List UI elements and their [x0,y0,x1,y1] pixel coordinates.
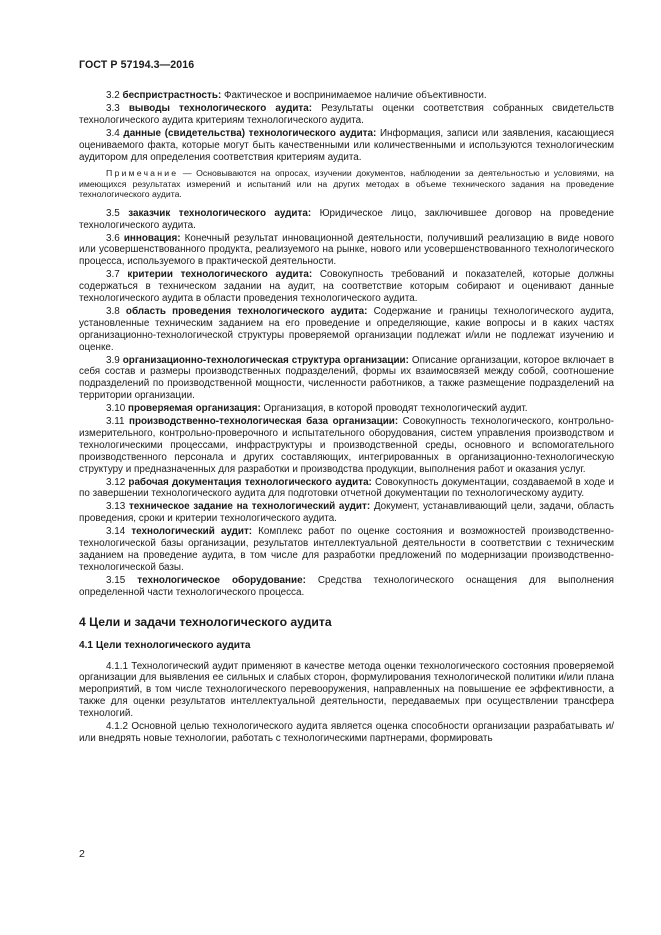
definition-term: проверяемая организация: [127,403,261,415]
definition-term: организационно-технологическая структура организации: [122,354,409,366]
note-3-4 [79,168,614,199]
definition-number: 3.15 [106,574,126,586]
definition-text: Фактическое и воспринимаемое наличие объективности. [221,90,487,101]
definition-number: 3.2 [106,90,120,101]
definition-term: заказчик технологического аудита: [128,207,312,219]
definition-number: 3.4 [106,127,120,139]
definition-term: производственно-технологическая база организации: [129,416,399,428]
definition-text: Описание организации, которое включает в себя состав и размеры производственных подразделений, формы их взаимосвязей между собой, соотношение подразделений по производственной мощности, численности работников, а также размещение подразделений на территории организации. [79,354,615,402]
definition-text: Комплекс работ по оценке состояния и возможностей производственно-технологической базы организации, результатов интеллектуальной деятельности в соответствии с техническим заданием на проведение аудита, в том числе для разработки предложений по модернизации производственно-технологической базы. [79,526,614,573]
definition-text: Совокупность требований и показателей, которые должны содержаться в техническом задании на аудит, на соответствие которым собирают и оценивают данные технологического аудита в области проведения технологического аудита. [79,269,615,304]
definition-term: область проведения технологического аудита: [125,305,368,317]
definition-3-13 [79,501,614,525]
paragraph-number: 4.1.1 [106,660,128,672]
definition-text: Средства технологического оснащения для выполнения определенной части технологического процесса. [79,574,615,598]
paragraph-text: Технологический аудит применяют в качестве метода оценки технологического состояния проверяемой организации для выявления ее сильных и слабых сторон, формулирования технологической политики и/или плана мероприятий, в том числе технологического перевооружения, направленных на повышение ее эффективности, а также для оценки результатов интеллектуальной деятельности, передаваемых при осуществлении трансфера технологий. [79,660,614,719]
definition-3-2 [79,90,614,102]
definition-number: 3.10 [106,403,126,415]
definition-term: техническое задание на технологический аудит: [128,501,371,513]
note-text: — Основываются на опросах, изучении документов, наблюдении за деятельностью и условиями, на имеющихся результатах измерений и испытаний или на других методах в объеме технического задания на проведение технологического аудита. [79,168,614,200]
definition-3-5 [79,208,614,232]
section-4-title: 4 Цели и задачи технологического аудита [79,614,332,629]
definition-text: Конечный результат инновационной деятельности, получивший реализацию в виде нового или усовершенствованного продукта, реализуемого на рынке, нового или усовершенствованного технологического процесса, используемого в практической деятельности. [79,232,614,268]
definition-number: 3.14 [106,526,126,538]
paragraph-number: 4.1.2 [106,720,128,732]
definition-term: данные (свидетельства) технологического аудита: [123,127,377,139]
definition-term: инновация: [123,232,181,244]
definition-number: 3.8 [106,305,120,317]
definition-3-7 [79,269,614,305]
definition-3-14 [79,526,614,573]
definition-term: технологический аудит: [131,526,253,538]
definition-text: Документ, устанавливающий цели, задачи, область проведения, сроки и критерии технологического аудита. [79,501,615,525]
definition-number: 3.12 [106,476,126,488]
definition-number: 3.7 [106,269,120,281]
definition-number: 3.11 [106,416,125,428]
definition-3-11 [79,416,614,475]
definition-text: Результаты оценки соответствия собранных свидетельств технологического аудита критериям технологического аудита. [79,103,614,126]
definition-number: 3.13 [106,501,126,513]
subsection-4-1-title: 4.1 Цели технологического аудита [79,639,251,651]
definition-3-12 [79,477,614,501]
paragraph-4-1-1 [79,661,614,720]
definition-text: Организация, в которой проводят технологический аудит. [260,403,528,415]
definition-text: Совокупность технологического, контрольно-измерительного, контрольно-проверочного и испытательного оборудования, систем управления производством и технологическими процессами, инфраструктуры и производственной среды, основного и вспомогательного производственного персонала и других составляющих, интегрированных в организационно-технологическую структуру и предназначенных для разработки и производства продукции, выполнения работ и оказания услуг. [79,416,614,475]
definition-3-8 [79,306,614,353]
definition-3-9 [79,355,614,402]
definition-text: Информация, записи или заявления, касающиеся оцениваемого факта, которые могут быть качественными или количественными и используются технологическим аудитором для определения соответствия критериям аудита. [79,127,614,163]
definition-3-3 [79,103,614,127]
definition-3-15 [79,575,614,599]
definitions-list-a [79,90,614,163]
definition-text: Совокупность документации, создаваемой в ходе и по завершении технологического аудита для подготовки отчетной документации по технологическому аудиту. [79,476,614,500]
paragraph-4-1-2 [79,721,614,745]
definition-number: 3.3 [106,103,120,115]
standard-header: ГОСТ Р 57194.3—2016 [79,59,195,71]
note-label: Примечание [106,168,179,179]
definition-term: технологическое оборудование: [137,574,306,586]
definition-number: 3.9 [106,354,120,366]
definition-3-4 [79,128,614,164]
page-number: 2 [79,848,85,860]
definition-text: Юридическое лицо, заключившее договор на проведение технологического аудита. [79,207,614,231]
definition-term: рабочая документация технологического аудита: [128,476,372,488]
definition-term: критерии технологического аудита: [127,269,313,281]
definition-number: 3.5 [106,207,120,219]
definition-3-6 [79,233,614,269]
definition-number: 3.6 [106,232,120,244]
definitions-list-b [79,208,614,599]
definition-term: беспристрастность: [122,90,222,101]
paragraph-text: Основной целью технологического аудита является оценка способности организации разрабатывать и/или внедрять новые технологии, работать с технологическими партнерами, формировать [79,720,614,744]
page-content [79,90,614,746]
definition-3-10 [79,403,614,415]
definition-term: выводы технологического аудита: [128,103,313,115]
definition-text: Содержание и границы технологического аудита, установленные техническим заданием на его проведение и определяющие, какие вопросы и в каких частях организационно-технологической структуры проверяемой организации подлежат и/или не подлежат изучению и оценке. [79,305,614,353]
